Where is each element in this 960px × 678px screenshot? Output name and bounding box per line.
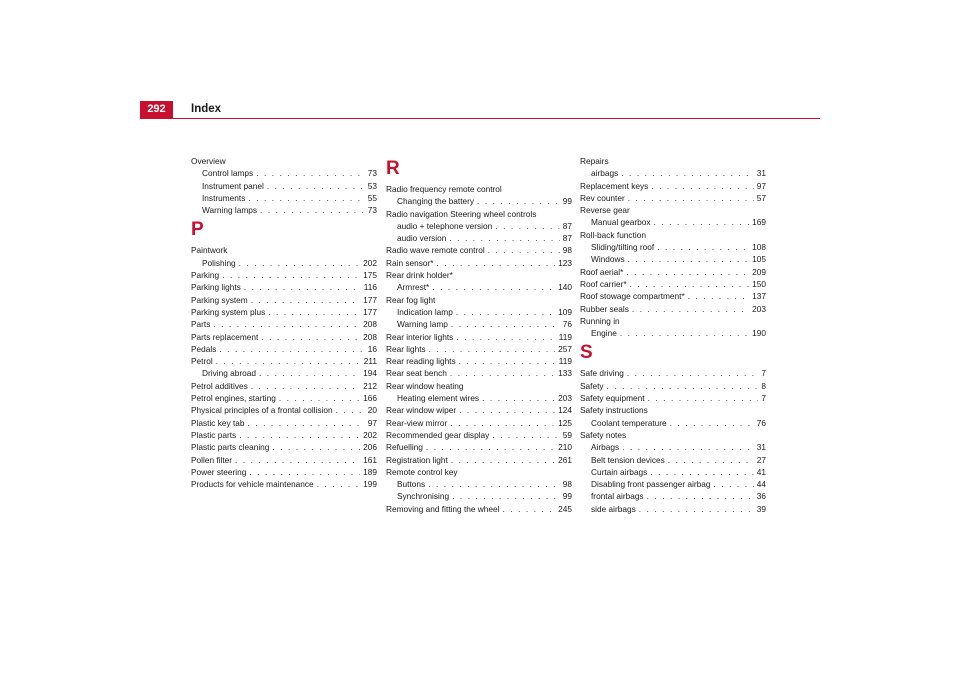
- entry-term: Parking system: [191, 294, 248, 305]
- dot-leader: [639, 503, 754, 515]
- entry-page-number: 206: [363, 442, 377, 453]
- dot-leader: [488, 244, 560, 256]
- index-entry: [386, 343, 572, 355]
- dot-leader: [650, 466, 754, 478]
- section-letter: S: [580, 342, 593, 364]
- entry-page-number: 99: [562, 491, 572, 502]
- entry-term: Rain sensor*: [386, 257, 434, 268]
- entry-term: audio version: [397, 233, 447, 244]
- index-heading: Safety instructions: [580, 405, 648, 416]
- dot-leader: [654, 216, 750, 228]
- entry-page-number: 124: [558, 405, 572, 416]
- index-entry: [191, 417, 377, 429]
- entry-page-number: 208: [363, 319, 377, 330]
- entry-page-number: 175: [363, 270, 377, 281]
- entry-term: Polishing: [202, 257, 236, 268]
- index-heading: Repairs: [580, 156, 609, 166]
- entry-page-number: 166: [363, 393, 377, 404]
- entry-page-number: 125: [558, 417, 572, 428]
- index-heading: Rear drink holder*: [386, 270, 453, 281]
- index-subentry: [386, 220, 572, 232]
- entry-page-number: 123: [558, 257, 572, 268]
- entry-page-number: 119: [558, 331, 572, 342]
- entry-term: side airbags: [591, 503, 636, 514]
- index-entry: [191, 355, 377, 367]
- entry-term: Indication lamp: [397, 306, 453, 317]
- entry-term: Parking system plus: [191, 306, 266, 317]
- index-entry: [580, 303, 766, 315]
- entry-page-number: 202: [363, 257, 377, 268]
- entry-term: Rear lights: [386, 343, 426, 354]
- index-entry: [580, 266, 766, 278]
- entry-term: Products for vehicle maintenance: [191, 479, 314, 490]
- entry-term: Safe driving: [580, 368, 624, 379]
- index-entry: [191, 454, 377, 466]
- index-subentry: [386, 490, 572, 502]
- section-letter: P: [191, 219, 204, 241]
- entry-term: Rear reading lights: [386, 356, 456, 367]
- entry-page-number: 245: [558, 503, 572, 514]
- page-number: 292: [140, 101, 173, 118]
- index-subentry: [386, 392, 572, 404]
- index-entry: [191, 441, 377, 453]
- dot-leader: [268, 306, 360, 318]
- entry-term: Synchronising: [397, 491, 450, 502]
- entry-page-number: 16: [367, 343, 377, 354]
- entry-page-number: 27: [756, 454, 766, 465]
- entry-page-number: 119: [558, 356, 572, 367]
- index-entry: [386, 331, 572, 343]
- index-subentry: [580, 466, 766, 478]
- index-column-2: [386, 155, 572, 515]
- dot-leader: [437, 257, 556, 269]
- index-entry: [580, 180, 766, 192]
- dot-leader: [459, 355, 556, 367]
- dot-leader: [628, 253, 749, 265]
- entry-page-number: 7: [761, 368, 766, 379]
- entry-page-number: 44: [756, 479, 766, 490]
- entry-term: Removing and fitting the wheel: [386, 503, 500, 514]
- index-column-1: [191, 155, 377, 490]
- index-entry: [580, 380, 766, 392]
- index-entry: [191, 380, 377, 392]
- entry-page-number: 194: [363, 368, 377, 379]
- index-entry: [191, 269, 377, 281]
- entry-term: Rear interior lights: [386, 331, 454, 342]
- entry-term: Safety: [580, 380, 604, 391]
- dot-leader: [251, 294, 360, 306]
- entry-term: Rubber seals: [580, 303, 629, 314]
- index-subentry: [580, 503, 766, 515]
- index-entry: [191, 392, 377, 404]
- entry-page-number: 137: [752, 291, 766, 302]
- index-entry: [580, 367, 766, 379]
- entry-page-number: 57: [756, 192, 766, 203]
- entry-page-number: 98: [562, 245, 572, 256]
- entry-term: Pollen filter: [191, 454, 233, 465]
- dot-leader: [627, 367, 759, 379]
- index-entry: [386, 355, 572, 367]
- entry-page-number: 8: [761, 380, 766, 391]
- entry-term: Instrument panel: [202, 180, 264, 191]
- entry-page-number: 53: [367, 180, 377, 191]
- index-subentry: [386, 281, 572, 293]
- entry-page-number: 98: [562, 479, 572, 490]
- entry-term: Manual gearbox: [591, 217, 651, 228]
- index-subentry: [580, 490, 766, 502]
- index-heading: Safety notes: [580, 429, 627, 440]
- entry-term: Refuelling: [386, 442, 423, 453]
- dot-leader: [450, 367, 555, 379]
- entry-term: Rear-view mirror: [386, 417, 448, 428]
- entry-page-number: 190: [752, 328, 766, 339]
- index-entry: [191, 404, 377, 416]
- index-entry: [386, 367, 572, 379]
- dot-leader: [451, 454, 555, 466]
- index-entry: [386, 454, 572, 466]
- index-entry: [580, 392, 766, 404]
- index-subentry: [580, 441, 766, 453]
- entry-term: Instruments: [202, 192, 246, 203]
- dot-leader: [267, 180, 365, 192]
- index-heading: Running in: [580, 315, 620, 326]
- index-heading: Radio navigation Steering wheel controls: [386, 208, 537, 219]
- entry-page-number: 203: [558, 393, 572, 404]
- index-subentry: [386, 232, 572, 244]
- entry-term: Radio wave remote control: [386, 245, 485, 256]
- entry-term: Warning lamps: [202, 205, 258, 216]
- entry-page-number: 199: [363, 479, 377, 490]
- dot-leader: [428, 478, 560, 490]
- dot-leader: [670, 417, 754, 429]
- entry-term: Belt tension devices: [591, 454, 665, 465]
- dot-leader: [482, 392, 555, 404]
- dot-leader: [450, 417, 555, 429]
- dot-leader: [651, 180, 754, 192]
- index-subentry: [580, 253, 766, 265]
- dot-leader: [279, 392, 360, 404]
- entry-term: Petrol additives: [191, 380, 248, 391]
- index-subentry: [580, 417, 766, 429]
- dot-leader: [502, 503, 555, 515]
- entry-term: Parking lights: [191, 282, 241, 293]
- dot-leader: [426, 441, 555, 453]
- entry-page-number: 140: [558, 282, 572, 293]
- entry-term: Petrol engines, starting: [191, 393, 276, 404]
- index-heading: Radio frequency remote control: [386, 184, 502, 194]
- entry-page-number: 31: [756, 168, 766, 179]
- page-header: [140, 101, 820, 119]
- index-heading: Overview: [191, 156, 226, 166]
- entry-term: Curtain airbags: [591, 466, 648, 477]
- dot-leader: [248, 192, 364, 204]
- entry-page-number: 177: [363, 306, 377, 317]
- dot-leader: [620, 327, 749, 339]
- entry-term: Disabling front passenger airbag: [591, 479, 711, 490]
- entry-page-number: 257: [558, 343, 572, 354]
- index-entry: [191, 331, 377, 343]
- entry-page-number: 203: [752, 303, 766, 314]
- entry-term: Driving abroad: [202, 368, 256, 379]
- entry-page-number: 109: [558, 306, 572, 317]
- dot-leader: [251, 380, 360, 392]
- index-heading: Paintwork: [191, 245, 228, 256]
- index-entry: [191, 294, 377, 306]
- entry-term: airbags: [591, 168, 619, 179]
- index-entry: [580, 278, 766, 290]
- dot-leader: [249, 466, 360, 478]
- dot-leader: [213, 318, 360, 330]
- index-subentry: [191, 257, 377, 269]
- entry-term: Parts: [191, 319, 211, 330]
- index-entry: [191, 343, 377, 355]
- dot-leader: [628, 192, 754, 204]
- index-subentry: [191, 192, 377, 204]
- dot-leader: [607, 380, 759, 392]
- index-entry: [191, 281, 377, 293]
- entry-page-number: 189: [363, 466, 377, 477]
- dot-leader: [632, 303, 749, 315]
- index-entry: [191, 478, 377, 490]
- index-heading: Reverse gear: [580, 205, 630, 216]
- entry-term: Roof carrier*: [580, 278, 627, 289]
- entry-page-number: 116: [363, 282, 377, 293]
- entry-term: Physical principles of a frontal collision: [191, 405, 333, 416]
- index-heading: Remote control key: [386, 466, 458, 477]
- dot-leader: [647, 490, 754, 502]
- entry-term: Parts replacement: [191, 331, 259, 342]
- entry-page-number: 133: [558, 368, 572, 379]
- dot-leader: [336, 404, 365, 416]
- dot-leader: [449, 232, 559, 244]
- entry-term: Registration light: [386, 454, 448, 465]
- dot-leader: [429, 343, 555, 355]
- entry-page-number: 212: [363, 380, 377, 391]
- entry-page-number: 209: [752, 266, 766, 277]
- index-subentry: [191, 204, 377, 216]
- entry-page-number: 97: [367, 417, 377, 428]
- dot-leader: [657, 241, 749, 253]
- entry-term: Power steering: [191, 466, 247, 477]
- index-subentry: [580, 327, 766, 339]
- dot-leader: [260, 204, 365, 216]
- dot-leader: [239, 429, 360, 441]
- index-column-3: [580, 155, 766, 515]
- index-subentry: [386, 318, 572, 330]
- index-entry: [386, 417, 572, 429]
- entry-term: audio + telephone version: [397, 220, 493, 231]
- entry-term: Rev counter: [580, 192, 625, 203]
- entry-term: Roof aerial*: [580, 266, 624, 277]
- index-entry: [191, 429, 377, 441]
- entry-term: Control lamps: [202, 168, 254, 179]
- entry-page-number: 7: [761, 393, 766, 404]
- entry-page-number: 76: [756, 417, 766, 428]
- page-title: Index: [191, 103, 222, 115]
- dot-leader: [456, 331, 555, 343]
- entry-page-number: 59: [562, 429, 572, 440]
- entry-term: Windows: [591, 254, 625, 265]
- dot-leader: [222, 269, 360, 281]
- dot-leader: [256, 167, 365, 179]
- index-subentry: [386, 306, 572, 318]
- entry-term: Replacement keys: [580, 180, 649, 191]
- entry-term: Armrest*: [397, 282, 430, 293]
- dot-leader: [495, 220, 560, 232]
- section-letter: R: [386, 158, 400, 179]
- index-entry: [191, 306, 377, 318]
- dot-leader: [216, 355, 361, 367]
- entry-page-number: 87: [562, 233, 572, 244]
- index-entry: [580, 290, 766, 302]
- dot-leader: [248, 417, 365, 429]
- index-subentry: [580, 167, 766, 179]
- dot-leader: [630, 278, 750, 290]
- dot-leader: [621, 167, 754, 179]
- entry-term: Plastic parts: [191, 429, 237, 440]
- index-entry: [386, 441, 572, 453]
- dot-leader: [452, 490, 560, 502]
- dot-leader: [622, 441, 754, 453]
- index-subentry: [580, 478, 766, 490]
- index-subentry: [580, 241, 766, 253]
- entry-page-number: 210: [558, 442, 572, 453]
- entry-term: Plastic key tab: [191, 417, 245, 428]
- entry-page-number: 73: [367, 205, 377, 216]
- entry-term: Airbags: [591, 442, 620, 453]
- entry-page-number: 41: [756, 466, 766, 477]
- entry-term: frontal airbags: [591, 491, 644, 502]
- dot-leader: [239, 257, 360, 269]
- dot-leader: [456, 306, 555, 318]
- entry-term: Sliding/tilting roof: [591, 242, 655, 253]
- dot-leader: [668, 454, 754, 466]
- entry-page-number: 177: [363, 294, 377, 305]
- index-subentry: [191, 167, 377, 179]
- entry-page-number: 87: [562, 220, 572, 231]
- dot-leader: [317, 478, 360, 490]
- entry-page-number: 161: [363, 454, 377, 465]
- entry-term: Rear seat bench: [386, 368, 447, 379]
- entry-page-number: 55: [367, 192, 377, 203]
- entry-term: Parking: [191, 270, 220, 281]
- dot-leader: [244, 281, 361, 293]
- index-subentry: [191, 367, 377, 379]
- index-entry: [386, 429, 572, 441]
- entry-page-number: 36: [756, 491, 766, 502]
- index-subentry: [191, 180, 377, 192]
- entry-term: Rear window wiper: [386, 405, 457, 416]
- index-entry: [386, 244, 572, 256]
- index-subentry: [386, 478, 572, 490]
- index-entry: [191, 466, 377, 478]
- index-heading: Roll-back function: [580, 229, 646, 240]
- entry-page-number: 169: [752, 217, 766, 228]
- entry-term: Recommended gear display: [386, 429, 490, 440]
- index-subentry: [386, 195, 572, 207]
- dot-leader: [459, 404, 555, 416]
- entry-term: Heating element wires: [397, 393, 480, 404]
- entry-term: Buttons: [397, 479, 426, 490]
- dot-leader: [626, 266, 749, 278]
- dot-leader: [261, 331, 360, 343]
- index-heading: Rear fog light: [386, 294, 436, 305]
- entry-term: Plastic parts cleaning: [191, 442, 270, 453]
- entry-page-number: 76: [562, 319, 572, 330]
- dot-leader: [713, 478, 753, 490]
- entry-term: Roof stowage compartment*: [580, 291, 685, 302]
- index-entry: [386, 257, 572, 269]
- entry-page-number: 208: [363, 331, 377, 342]
- entry-page-number: 99: [562, 196, 572, 207]
- entry-page-number: 211: [363, 356, 377, 367]
- dot-leader: [648, 392, 759, 404]
- entry-term: Coolant temperature: [591, 417, 667, 428]
- dot-leader: [688, 290, 749, 302]
- entry-term: Warning lamp: [397, 319, 448, 330]
- dot-leader: [477, 195, 560, 207]
- entry-page-number: 31: [756, 442, 766, 453]
- index-heading: Rear window heating: [386, 380, 464, 391]
- entry-page-number: 39: [756, 503, 766, 514]
- dot-leader: [219, 343, 364, 355]
- index-entry: [386, 503, 572, 515]
- entry-term: Changing the battery: [397, 196, 475, 207]
- header-rule: [140, 118, 820, 119]
- entry-page-number: 261: [558, 454, 572, 465]
- entry-page-number: 97: [756, 180, 766, 191]
- entry-page-number: 150: [752, 278, 766, 289]
- entry-term: Engine: [591, 328, 617, 339]
- dot-leader: [492, 429, 559, 441]
- index-subentry: [580, 216, 766, 228]
- index-entry: [580, 192, 766, 204]
- entry-page-number: 20: [367, 405, 377, 416]
- entry-page-number: 202: [363, 429, 377, 440]
- dot-leader: [259, 367, 360, 379]
- dot-leader: [235, 454, 360, 466]
- entry-page-number: 73: [367, 168, 377, 179]
- index-entry: [386, 404, 572, 416]
- dot-leader: [432, 281, 555, 293]
- entry-term: Pedals: [191, 343, 217, 354]
- index-subentry: [580, 454, 766, 466]
- index-entry: [191, 318, 377, 330]
- entry-page-number: 105: [752, 254, 766, 265]
- entry-term: Petrol: [191, 356, 213, 367]
- dot-leader: [272, 441, 360, 453]
- dot-leader: [451, 318, 560, 330]
- entry-page-number: 108: [752, 242, 766, 253]
- entry-term: Safety equipment: [580, 393, 645, 404]
